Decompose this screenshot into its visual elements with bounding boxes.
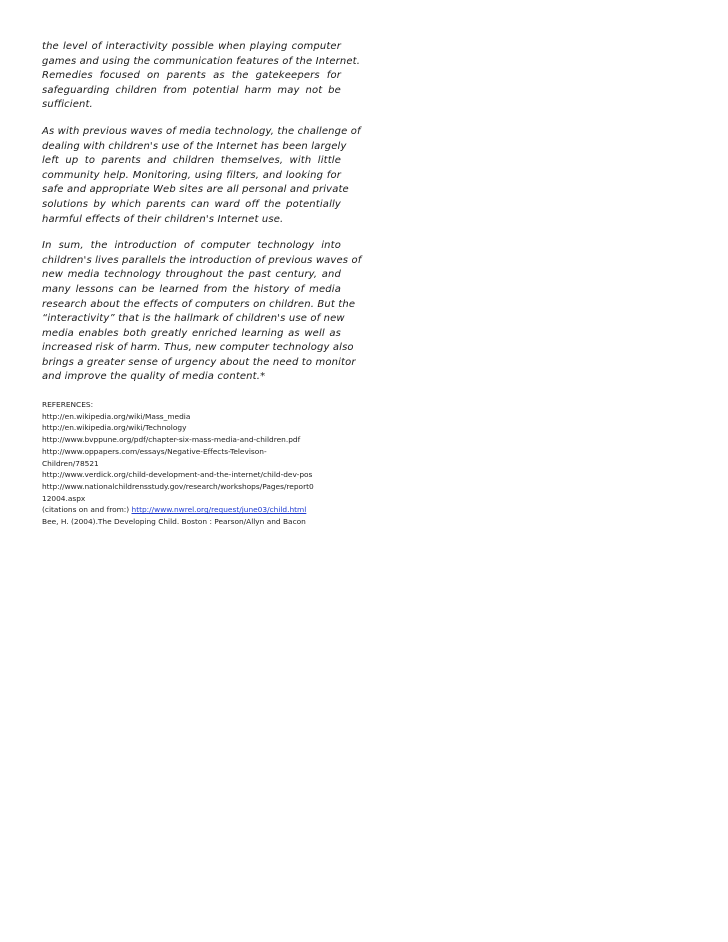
text-line: “interactivity” that is the hallmark of children's use of new	[42, 313, 345, 325]
text-line: solutions by which parents can ward off the potentially	[42, 198, 341, 210]
reference-line: http://www.oppapers.com/essays/Negative-Effects-Televison-	[42, 446, 267, 456]
text-line: As with previous waves of media technology, the challenge of	[42, 125, 361, 137]
citation-line	[42, 504, 341, 516]
reference-line: http://www.verdick.org/child-development-and-the-internet/child-dev-pos	[42, 470, 313, 480]
document-page	[42, 40, 362, 528]
text-line: new media technology throughout the past century, and	[42, 269, 341, 281]
text-line: Remedies focused on parents as the gatekeepers for	[42, 70, 341, 82]
references-section	[42, 399, 341, 528]
text-line: safeguarding children from potential harm may not be	[42, 84, 341, 96]
text-line: research about the effects of computers on children. But the	[42, 298, 356, 310]
reference-line: Children/78521	[42, 458, 99, 468]
text-line: media enables both greatly enriched learning as well as	[42, 327, 341, 339]
text-line: many lessons can be learned from the history of media	[42, 283, 341, 295]
text-line: and improve the quality of media content.*	[42, 371, 266, 383]
text-line: In sum, the introduction of computer technology into	[42, 240, 341, 252]
text-line: dealing with children's use of the Internet has been largely	[42, 140, 347, 152]
reference-line: http://www.bvppune.org/pdf/chapter-six-mass-media-and-children.pdf	[42, 435, 301, 445]
text-line: children's lives parallels the introduction of previous waves of	[42, 254, 362, 266]
text-line: the level of interactivity possible when playing computer	[42, 41, 341, 52]
text-line: left up to parents and children themselves, with little	[42, 155, 341, 167]
text-line: increased risk of harm. Thus, new computer technology also	[42, 342, 354, 354]
paragraph-1	[42, 40, 361, 113]
references-heading: REFERENCES:	[42, 400, 94, 410]
reference-line: http://www.nationalchildrensstudy.gov/research/workshops/Pages/report0	[42, 481, 314, 491]
reference-line: http://en.wikipedia.org/wiki/Mass_media	[42, 411, 191, 421]
text-line: sufficient.	[42, 99, 93, 111]
text-line: community help. Monitoring, using filters, and looking for	[42, 169, 341, 181]
citation-prefix: (citations on and from:)	[42, 505, 132, 515]
text-line: harmful effects of their children's Internet use.	[42, 213, 284, 225]
citation-link[interactable]: http://www.nwrel.org/request/june03/child.html	[131, 505, 307, 515]
text-line: brings a greater sense of urgency about the need to monitor	[42, 356, 356, 368]
book-reference: Bee, H. (2004).The Developing Child. Boston : Pearson/Allyn and Bacon	[42, 517, 306, 527]
reference-line: 12004.aspx	[42, 493, 86, 503]
text-line: safe and appropriate Web sites are all personal and private	[42, 184, 349, 196]
paragraph-3	[42, 239, 362, 385]
text-line: games and using the communication features of the Internet.	[42, 55, 361, 67]
reference-line: http://en.wikipedia.org/wiki/Technology	[42, 423, 187, 433]
paragraph-2	[42, 125, 361, 227]
